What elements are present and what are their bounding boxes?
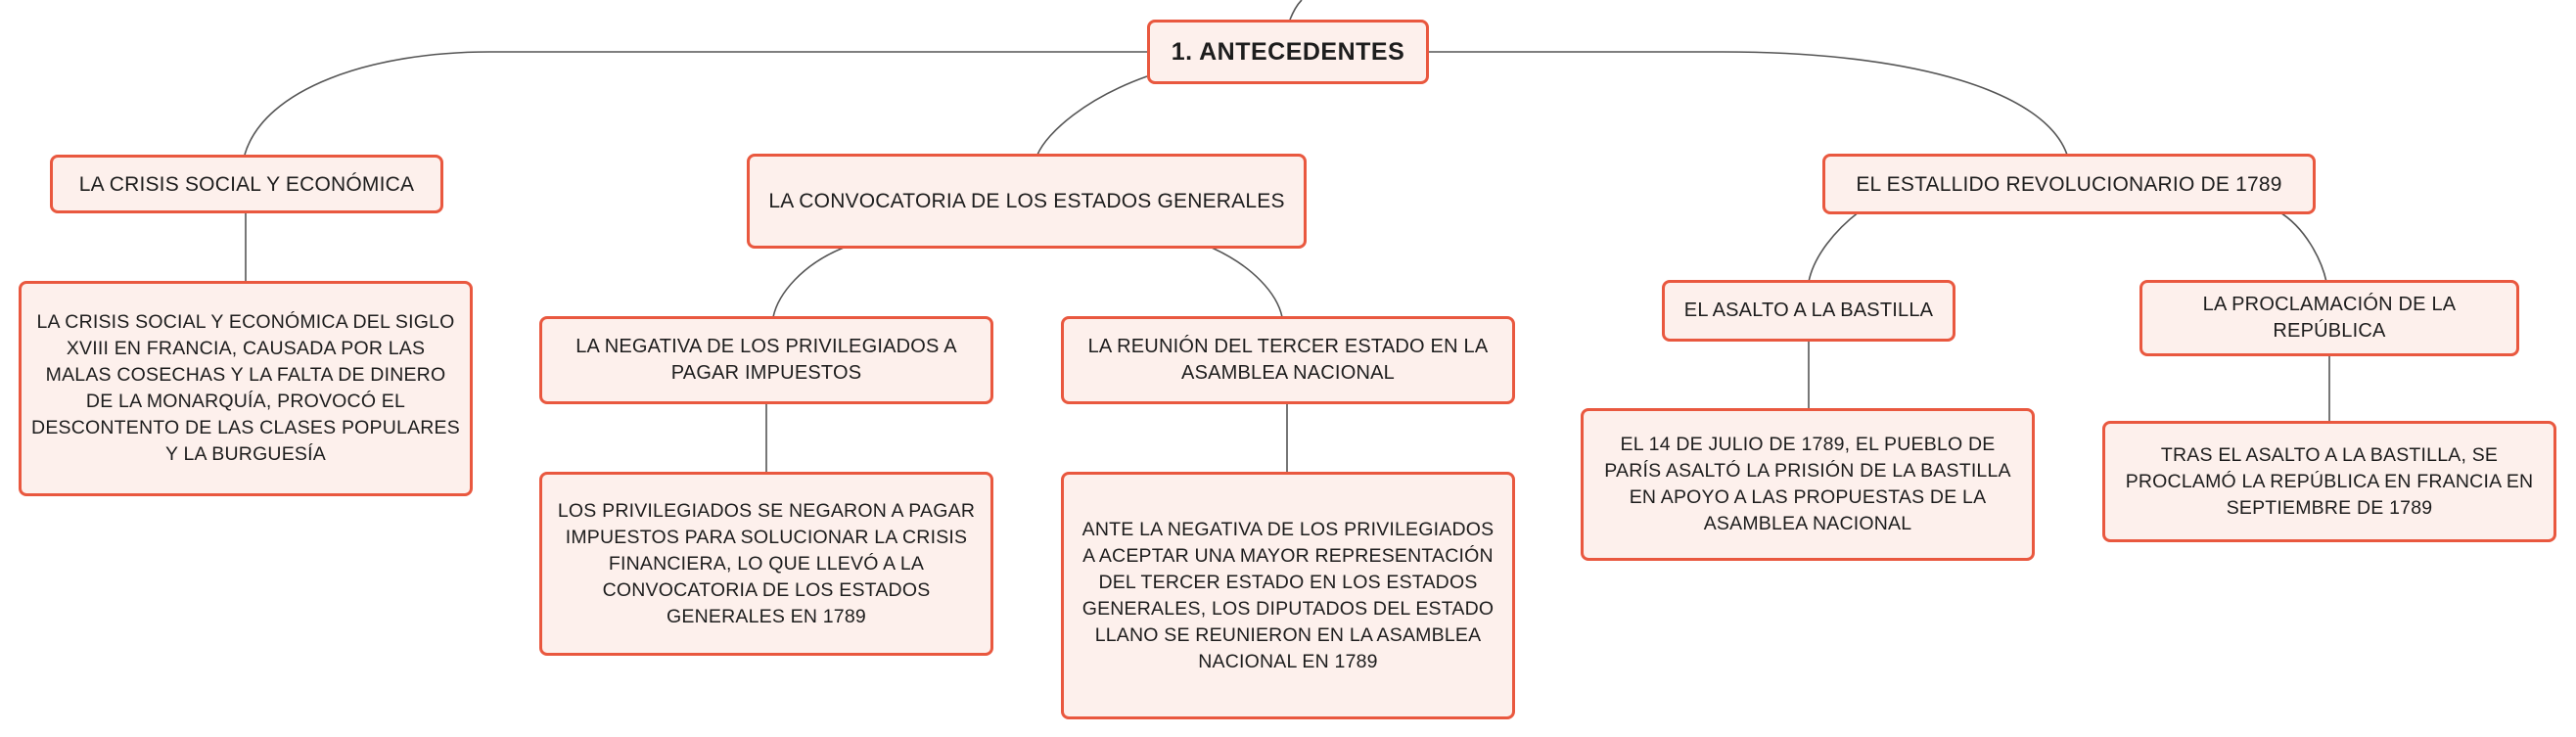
root-node[interactable]: 1. ANTECEDENTES	[1147, 20, 1429, 84]
detail-node-bastilla[interactable]: EL 14 DE JULIO DE 1789, EL PUEBLO DE PARÍS ASALTÓ LA PRISIÓN DE LA BASTILLA EN APOYO A LAS PROPUESTAS DE LA ASAMBLEA NACIONAL	[1581, 408, 2035, 561]
connector-estallido-republica	[2278, 211, 2326, 282]
subbranch-node-bastilla[interactable]: EL ASALTO A LA BASTILLA	[1662, 280, 1955, 342]
subbranch-node-negativa[interactable]: LA NEGATIVA DE LOS PRIVILEGIADOS A PAGAR IMPUESTOS	[539, 316, 993, 404]
connector-root-convocatoria	[1037, 76, 1147, 155]
connector-convocatoria-negativa	[773, 248, 844, 317]
subbranch-node-reunion[interactable]: LA REUNIÓN DEL TERCER ESTADO EN LA ASAMBLEA NACIONAL	[1061, 316, 1515, 404]
detail-node-republica[interactable]: TRAS EL ASALTO A LA BASTILLA, SE PROCLAMÓ LA REPÚBLICA EN FRANCIA EN SEPTIEMBRE DE 1789	[2102, 421, 2556, 542]
subbranch-node-republica[interactable]: LA PROCLAMACIÓN DE LA REPÚBLICA	[2139, 280, 2519, 356]
connector-estallido-bastilla	[1809, 211, 1860, 282]
connector-root-crisis	[245, 52, 1147, 155]
connector-root-parent	[1290, 0, 1302, 20]
detail-node-negativa[interactable]: LOS PRIVILEGIADOS SE NEGARON A PAGAR IMPUESTOS PARA SOLUCIONAR LA CRISIS FINANCIERA, LO QUE LLEVÓ A LA CONVOCATORIA DE LOS ESTADOS GENERALES EN 1789	[539, 472, 993, 656]
detail-node-crisis[interactable]: LA CRISIS SOCIAL Y ECONÓMICA DEL SIGLO XVIII EN FRANCIA, CAUSADA POR LAS MALAS COSECHAS Y LA FALTA DE DINERO DE LA MONARQUÍA, PROVOCÓ EL DESCONTENTO DE LAS CLASES POPULARES Y LA BURGUESÍA	[19, 281, 473, 496]
branch-node-convocatoria[interactable]: LA CONVOCATORIA DE LOS ESTADOS GENERALES	[747, 154, 1307, 249]
connector-root-estallido	[1427, 52, 2067, 155]
branch-node-crisis[interactable]: LA CRISIS SOCIAL Y ECONÓMICA	[50, 155, 443, 213]
detail-node-reunion[interactable]: ANTE LA NEGATIVA DE LOS PRIVILEGIADOS A ACEPTAR UNA MAYOR REPRESENTACIÓN DEL TERCER ESTADO EN LOS ESTADOS GENERALES, LOS DIPUTADOS DEL ESTADO LLANO SE REUNIERON EN LA ASAMBLEA NACIONAL EN 1789	[1061, 472, 1515, 719]
connector-convocatoria-reunion	[1212, 248, 1282, 317]
branch-node-estallido[interactable]: EL ESTALLIDO REVOLUCIONARIO DE 1789	[1822, 154, 2316, 214]
